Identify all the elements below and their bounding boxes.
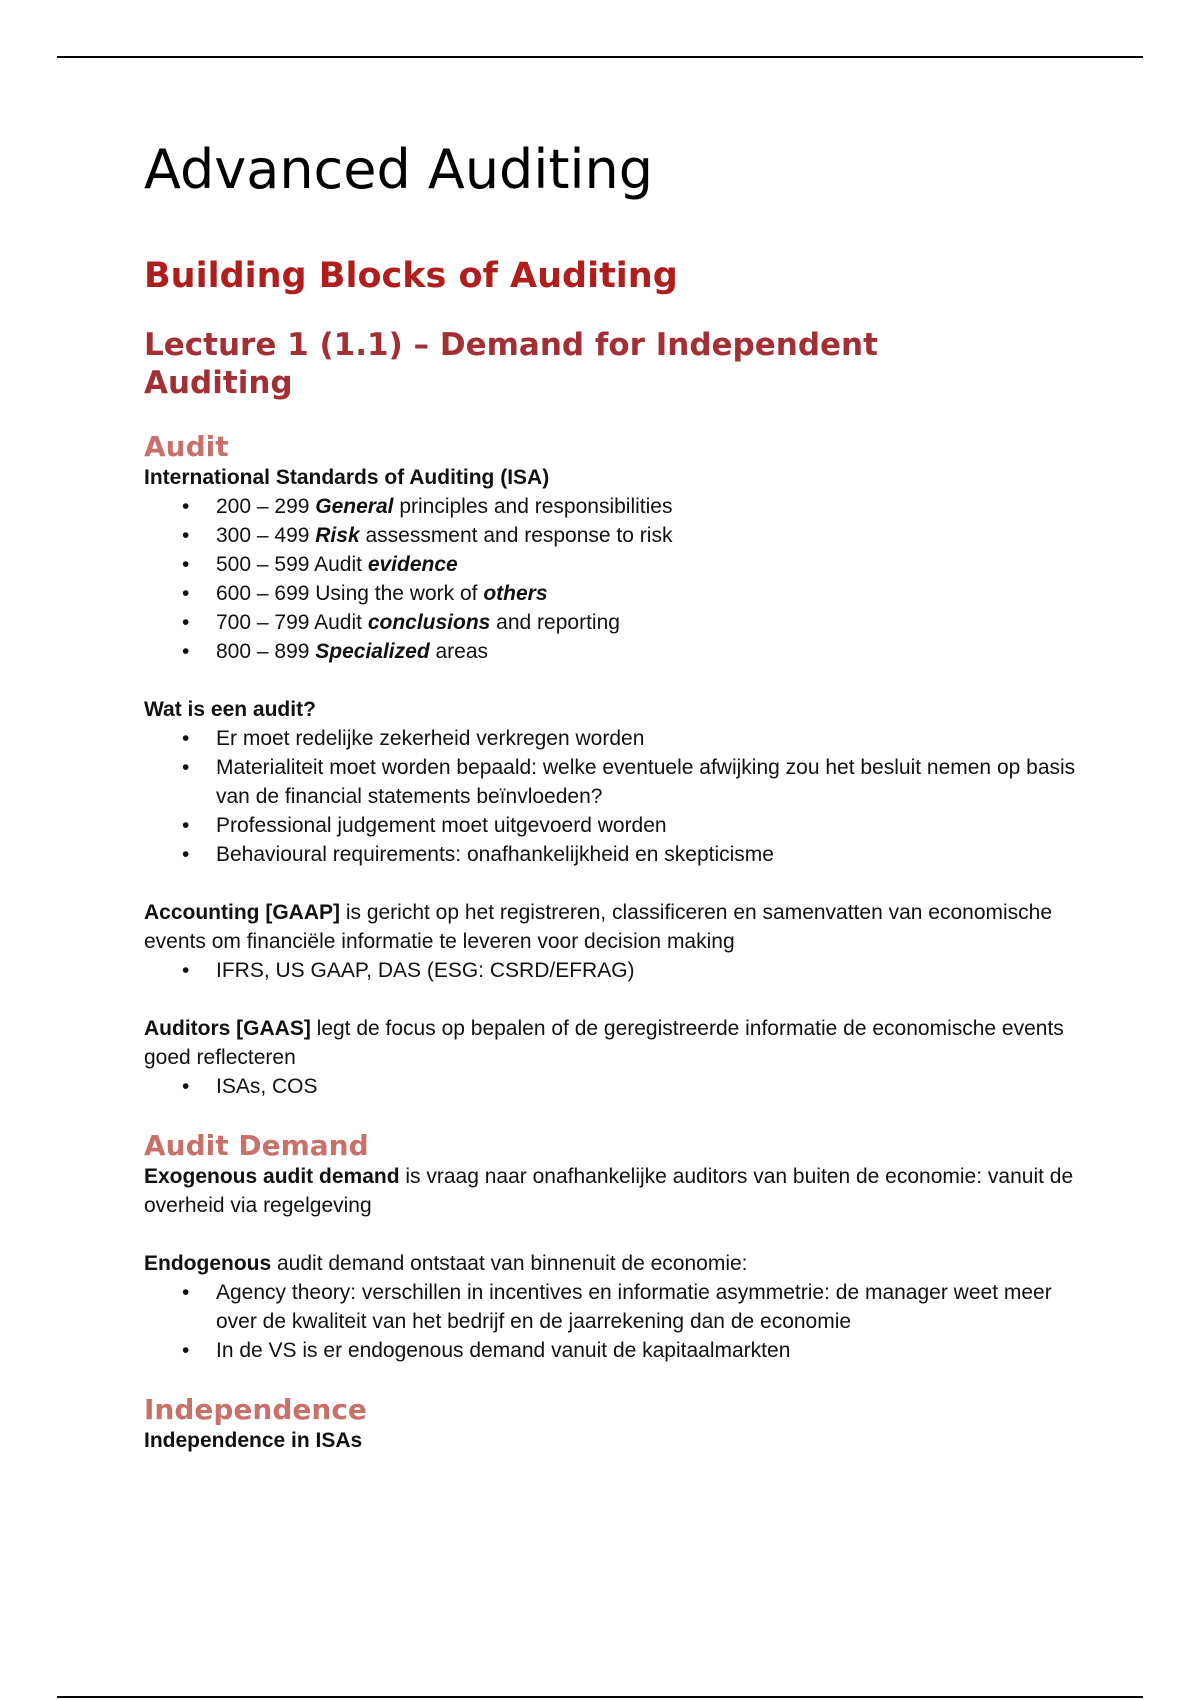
list-item: • Er moet redelijke zekerheid verkregen worden <box>182 727 645 751</box>
lecture-heading: Lecture 1 (1.1) – Demand for Independent Auditing <box>144 326 878 401</box>
document-body <box>144 138 1094 1455</box>
list-item: • 500 – 599 Audit evidence <box>182 553 458 577</box>
isa-title: International Standards of Auditing (ISA) <box>144 466 550 490</box>
auditors-list <box>144 1072 1094 1101</box>
header-rule <box>57 56 1143 58</box>
endogenous-paragraph: Endogenous audit demand ontstaat van binnenuit de economie: <box>144 1252 748 1276</box>
accounting-list <box>144 956 1094 985</box>
auditors-paragraph: Auditors [GAAS] legt de focus op bepalen of de geregistreerde informatie de economische events goed reflecteren <box>144 1017 1064 1070</box>
endogenous-list <box>144 1278 1094 1365</box>
list-item: • 300 – 499 Risk assessment and response to risk <box>182 524 673 548</box>
independence-heading: Independence <box>144 1393 367 1427</box>
list-item: • Materialiteit moet worden bepaald: welke eventuele afwijking zou het besluit nemen op basis van de financial statements beïnvloeden? <box>182 756 1076 809</box>
accounting-paragraph: Accounting [GAAP] is gericht op het registreren, classificeren en samenvatten van economische events om financiële informatie te leveren voor decision making <box>144 901 1053 954</box>
list-item: • IFRS, US GAAP, DAS (ESG: CSRD/EFRAG) <box>182 959 635 983</box>
list-item: • 800 – 899 Specialized areas <box>182 640 489 664</box>
list-item: • Agency theory: verschillen in incentives en informatie asymmetrie: de manager weet meer over de kwaliteit van het bedrijf en de jaarrekening dan de economie <box>182 1281 1052 1334</box>
wat-title: Wat is een audit? <box>144 698 316 722</box>
footer-rule <box>57 1696 1143 1698</box>
isa-list <box>144 492 1094 666</box>
list-item: • ISAs, COS <box>182 1075 318 1099</box>
document-title: Advanced Auditing <box>144 138 654 201</box>
list-item: • In de VS is er endogenous demand vanuit de kapitaalmarkten <box>182 1339 791 1363</box>
audit-heading: Audit <box>144 430 229 464</box>
audit-demand-heading: Audit Demand <box>144 1129 369 1163</box>
list-item: • Behavioural requirements: onafhankelijkheid en skepticisme <box>182 843 774 867</box>
wat-list <box>144 724 1094 869</box>
independence-subtitle: Independence in ISAs <box>144 1428 363 1452</box>
list-item: • 200 – 299 General principles and responsibilities <box>182 495 673 519</box>
section-heading: Building Blocks of Auditing <box>144 255 678 296</box>
list-item: • 600 – 699 Using the work of others <box>182 582 548 606</box>
exogenous-paragraph: Exogenous audit demand is vraag naar onafhankelijke auditors van buiten de economie: vanuit de overheid via regelgeving <box>144 1165 1074 1218</box>
list-item: • Professional judgement moet uitgevoerd worden <box>182 814 667 838</box>
list-item: • 700 – 799 Audit conclusions and reporting <box>182 611 620 635</box>
